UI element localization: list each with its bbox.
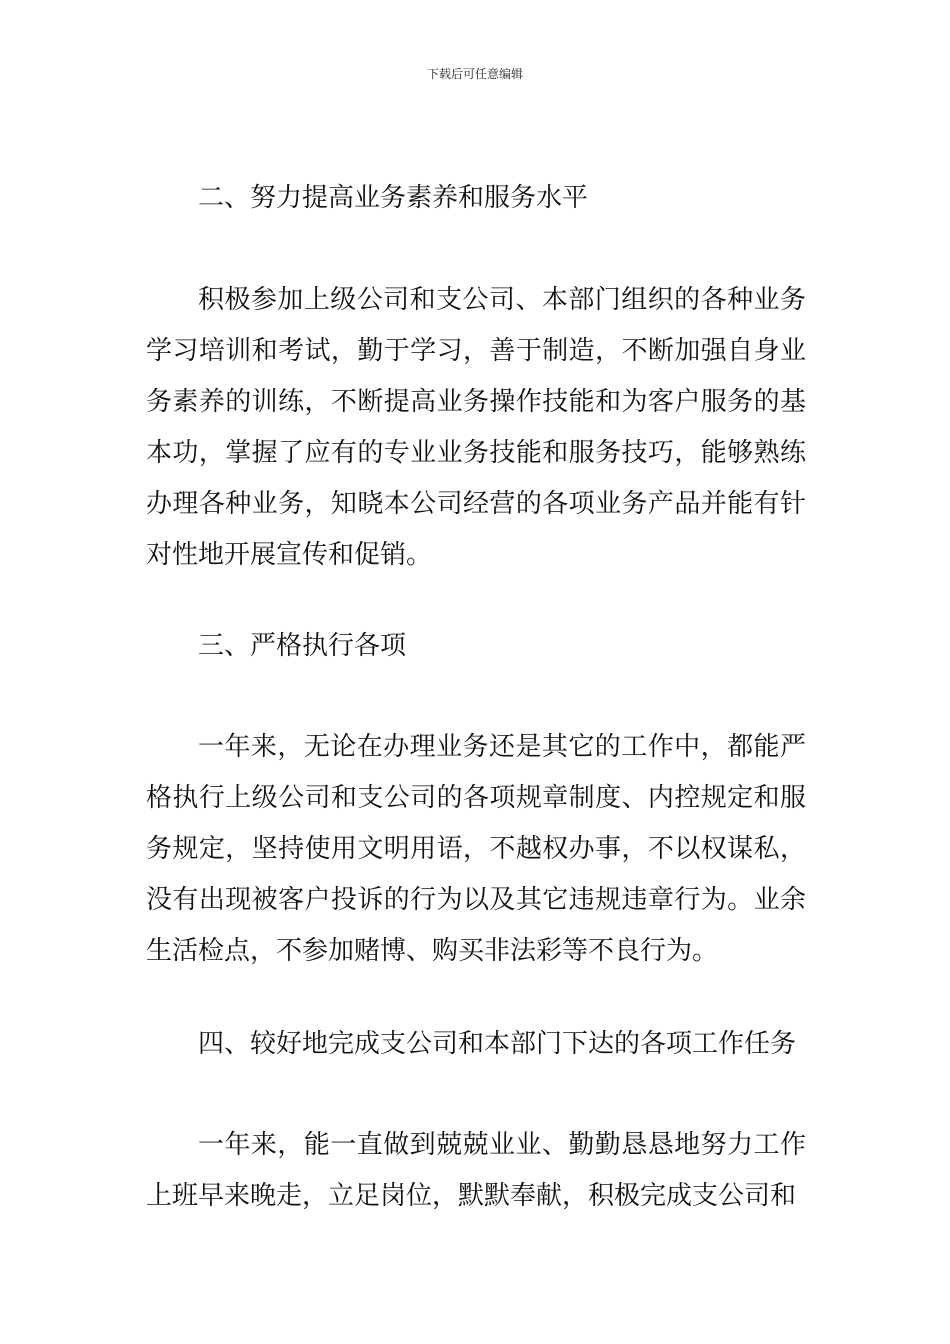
section-heading-2: 二、努力提高业务素养和服务水平 — [198, 183, 589, 213]
section-paragraph-2: 积极参加上级公司和支公司、本部门组织的各种业务学习培训和考试，勤于学习，善于制造，不断加强自身业务素养的训练，不断提高业务操作技能和为客户服务的基本功，掌握了应有的专业业务技能和服务技巧，能够熟练办理各种业务，知晓本公司经营的各项业务产品并能有针对性地开展宣传和促销。 — [146, 285, 806, 570]
header-note: 下载后可任意编辑 — [426, 67, 523, 81]
section-paragraph-3: 一年来，无论在办理业务还是其它的工作中，都能严格执行上级公司和支公司的各项规章制度、内控规定和服务规定，坚持使用文明用语，不越权办事，不以权谋私，没有出现被客户投诉的行为以及其它违规违章行为。业余生活检点，不参加赌博、购买非法彩等不良行为。 — [146, 732, 806, 966]
section-paragraph-4: 一年来，能一直做到兢兢业业、勤勤恳恳地努力工作上班早来晚走，立足岗位，默默奉献，积极完成支公司和 — [146, 1130, 806, 1211]
section-heading-3: 三、严格执行各项 — [198, 631, 407, 661]
section-heading-4: 四、较好地完成支公司和本部门下达的各项工作任务 — [198, 1029, 797, 1059]
